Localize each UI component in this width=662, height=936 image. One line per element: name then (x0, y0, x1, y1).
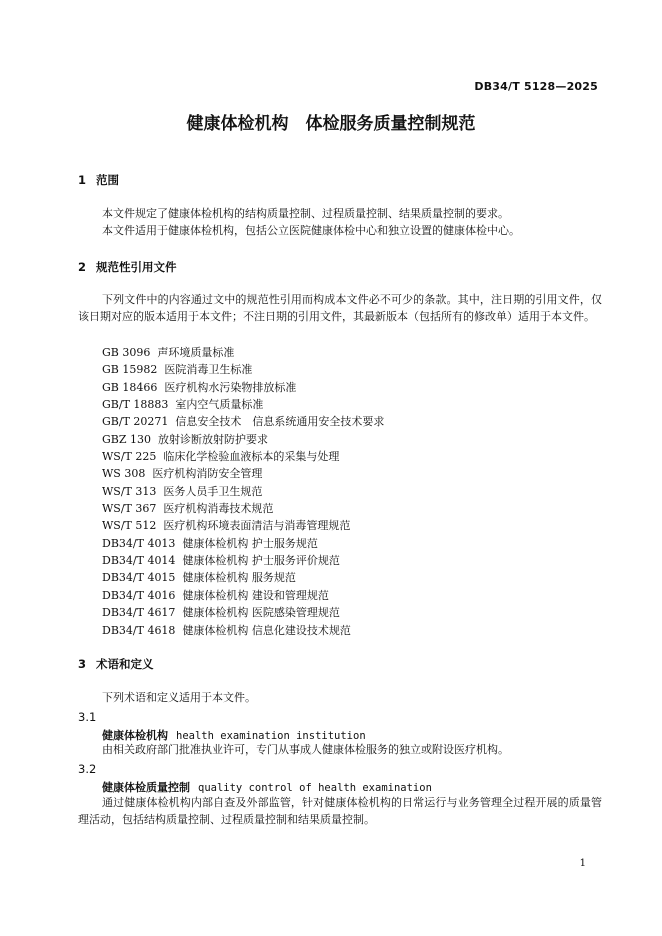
reference-item: GB 15982 医院消毒卫生标准 (102, 363, 253, 377)
term-en: health examination institution (176, 730, 366, 742)
term-definition: 由相关政府部门批准执业许可，专门从事成人健康体检服务的独立或附设医疗机构。 (102, 743, 509, 756)
reference-item: WS/T 367 医疗机构消毒技术规范 (102, 502, 274, 516)
reference-item: GB 18466 医疗机构水污染物排放标准 (102, 380, 297, 394)
term-heading (102, 779, 432, 795)
reference-item: DB34/T 4016 健康体检机构 建设和管理规范 (102, 588, 329, 602)
term-zh: 健康体检质量控制 (102, 781, 190, 794)
section-heading-terms (78, 656, 154, 672)
reference-item: DB34/T 4617 健康体检机构 医院感染管理规范 (102, 606, 340, 620)
section-title: 范围 (96, 173, 119, 187)
term-en: quality control of health examination (198, 782, 432, 794)
document-title: 健康体检机构 体检服务质量控制规范 (186, 114, 476, 134)
page-number: 1 (579, 858, 586, 869)
section-title: 规范性引用文件 (96, 260, 177, 274)
scope-paragraph-2: 本文件适用于健康体检机构，包括公立医院健康体检中心和独立设置的健康体检中心。 (102, 224, 520, 237)
section-heading-normative-refs (78, 259, 177, 275)
terms-intro: 下列术语和定义适用于本文件。 (102, 691, 256, 704)
term-zh: 健康体检机构 (102, 729, 168, 742)
section-number: 2 (78, 260, 87, 274)
reference-item: GB/T 18883 室内空气质量标准 (102, 398, 264, 412)
section-title: 术语和定义 (96, 657, 154, 671)
reference-item: DB34/T 4618 健康体检机构 信息化建设技术规范 (102, 623, 351, 637)
term-number: 3.2 (78, 762, 97, 776)
reference-item: WS 308 医疗机构消防安全管理 (102, 467, 263, 481)
section-number: 1 (78, 173, 87, 187)
reference-item: WS/T 225 临床化学检验血液标本的采集与处理 (102, 450, 340, 464)
reference-item: DB34/T 4014 健康体检机构 护士服务评价规范 (102, 554, 340, 568)
reference-item: WS/T 512 医疗机构环境表面清洁与消毒管理规范 (102, 519, 351, 533)
reference-item: GB/T 20271 信息安全技术 信息系统通用安全技术要求 (102, 415, 385, 429)
section-number: 3 (78, 657, 87, 671)
reference-item: DB34/T 4013 健康体检机构 护士服务规范 (102, 536, 318, 550)
reference-item: DB34/T 4015 健康体检机构 服务规范 (102, 571, 296, 585)
normative-refs-intro: 下列文件中的内容通过文中的规范性引用而构成本文件必不可少的条款。其中，注日期的引用文件，仅该日期对应的版本适用于本文件；不注日期的引用文件，其最新版本（包括所有的修改单）适用于本文件。 (78, 293, 602, 323)
scope-paragraph-1: 本文件规定了健康体检机构的结构质量控制、过程质量控制、结果质量控制的要求。 (102, 207, 509, 220)
term-definition: 通过健康体检机构内部自查及外部监管，针对健康体检机构的日常运行与业务管理全过程开展的质量管理活动，包括结构质量控制、过程质量控制和结果质量控制。 (78, 796, 602, 826)
term-number: 3.1 (78, 710, 97, 724)
standard-code: DB34/T 5128—2025 (474, 80, 598, 93)
section-heading-scope (78, 172, 119, 188)
reference-list (102, 344, 384, 639)
reference-item: WS/T 313 医务人员手卫生规范 (102, 484, 263, 498)
reference-item: GBZ 130 放射诊断放射防护要求 (102, 432, 269, 446)
reference-item: GB 3096 声环境质量标准 (102, 346, 235, 359)
